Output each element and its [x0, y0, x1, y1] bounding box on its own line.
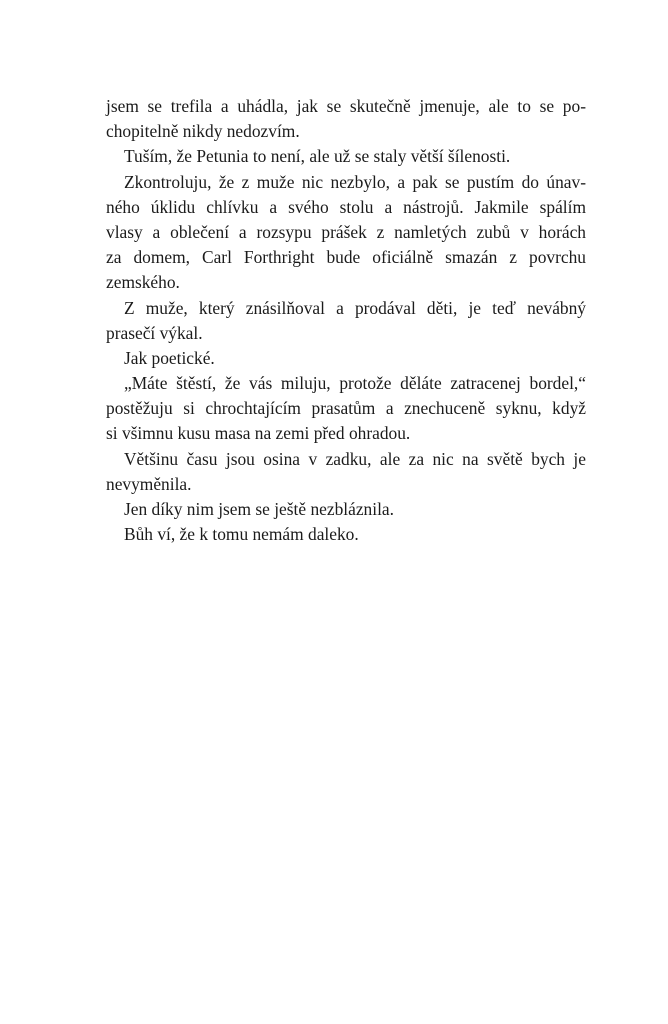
- text-line-4: Zkontroluju, že z muže nic nezbylo, a pak se pustím do únav-: [124, 171, 586, 192]
- text-line-18: Bůh ví, že k tomu nemám daleko.: [124, 524, 359, 545]
- text-line-2: chopitelně nikdy nedozvím.: [106, 121, 300, 142]
- text-line-13: postěžuju si chrochtajícím prasatům a znechuceně syknu, když: [106, 398, 586, 419]
- text-line-14: si všimnu kusu masa na zemi před ohradou.: [106, 423, 411, 444]
- text-line-10: prasečí výkal.: [106, 322, 203, 343]
- text-line-16: nevyměnila.: [106, 473, 192, 494]
- text-line-12: „Máte štěstí, že vás miluju, protože děláte zatracenej bordel,“: [124, 373, 586, 394]
- text-line-5: ného úklidu chlívku a svého stolu a nástrojů. Jakmile spálím: [106, 196, 586, 217]
- text-line-15: Většinu času jsou osina v zadku, ale za nic na světě bych je: [124, 448, 586, 469]
- text-line-8: zemského.: [106, 272, 180, 293]
- text-line-3: Tuším, že Petunia to není, ale už se staly větší šílenosti.: [124, 146, 511, 167]
- text-line-11: Jak poetické.: [124, 347, 215, 368]
- page-body: [106, 94, 586, 547]
- text-line-6: vlasy a oblečení a rozsypu prášek z namletých zubů v horách: [106, 221, 586, 242]
- text-line-9: Z muže, který znásilňoval a prodával děti, je teď nevábný: [124, 297, 586, 318]
- text-line-1: jsem se trefila a uhádla, jak se skutečně jmenuje, ale to se po-: [106, 96, 586, 116]
- text-line-7: za domem, Carl Forthright bude oficiálně smazán z povrchu: [106, 247, 586, 268]
- text-line-17: Jen díky nim jsem se ještě nezbláznila.: [124, 499, 394, 519]
